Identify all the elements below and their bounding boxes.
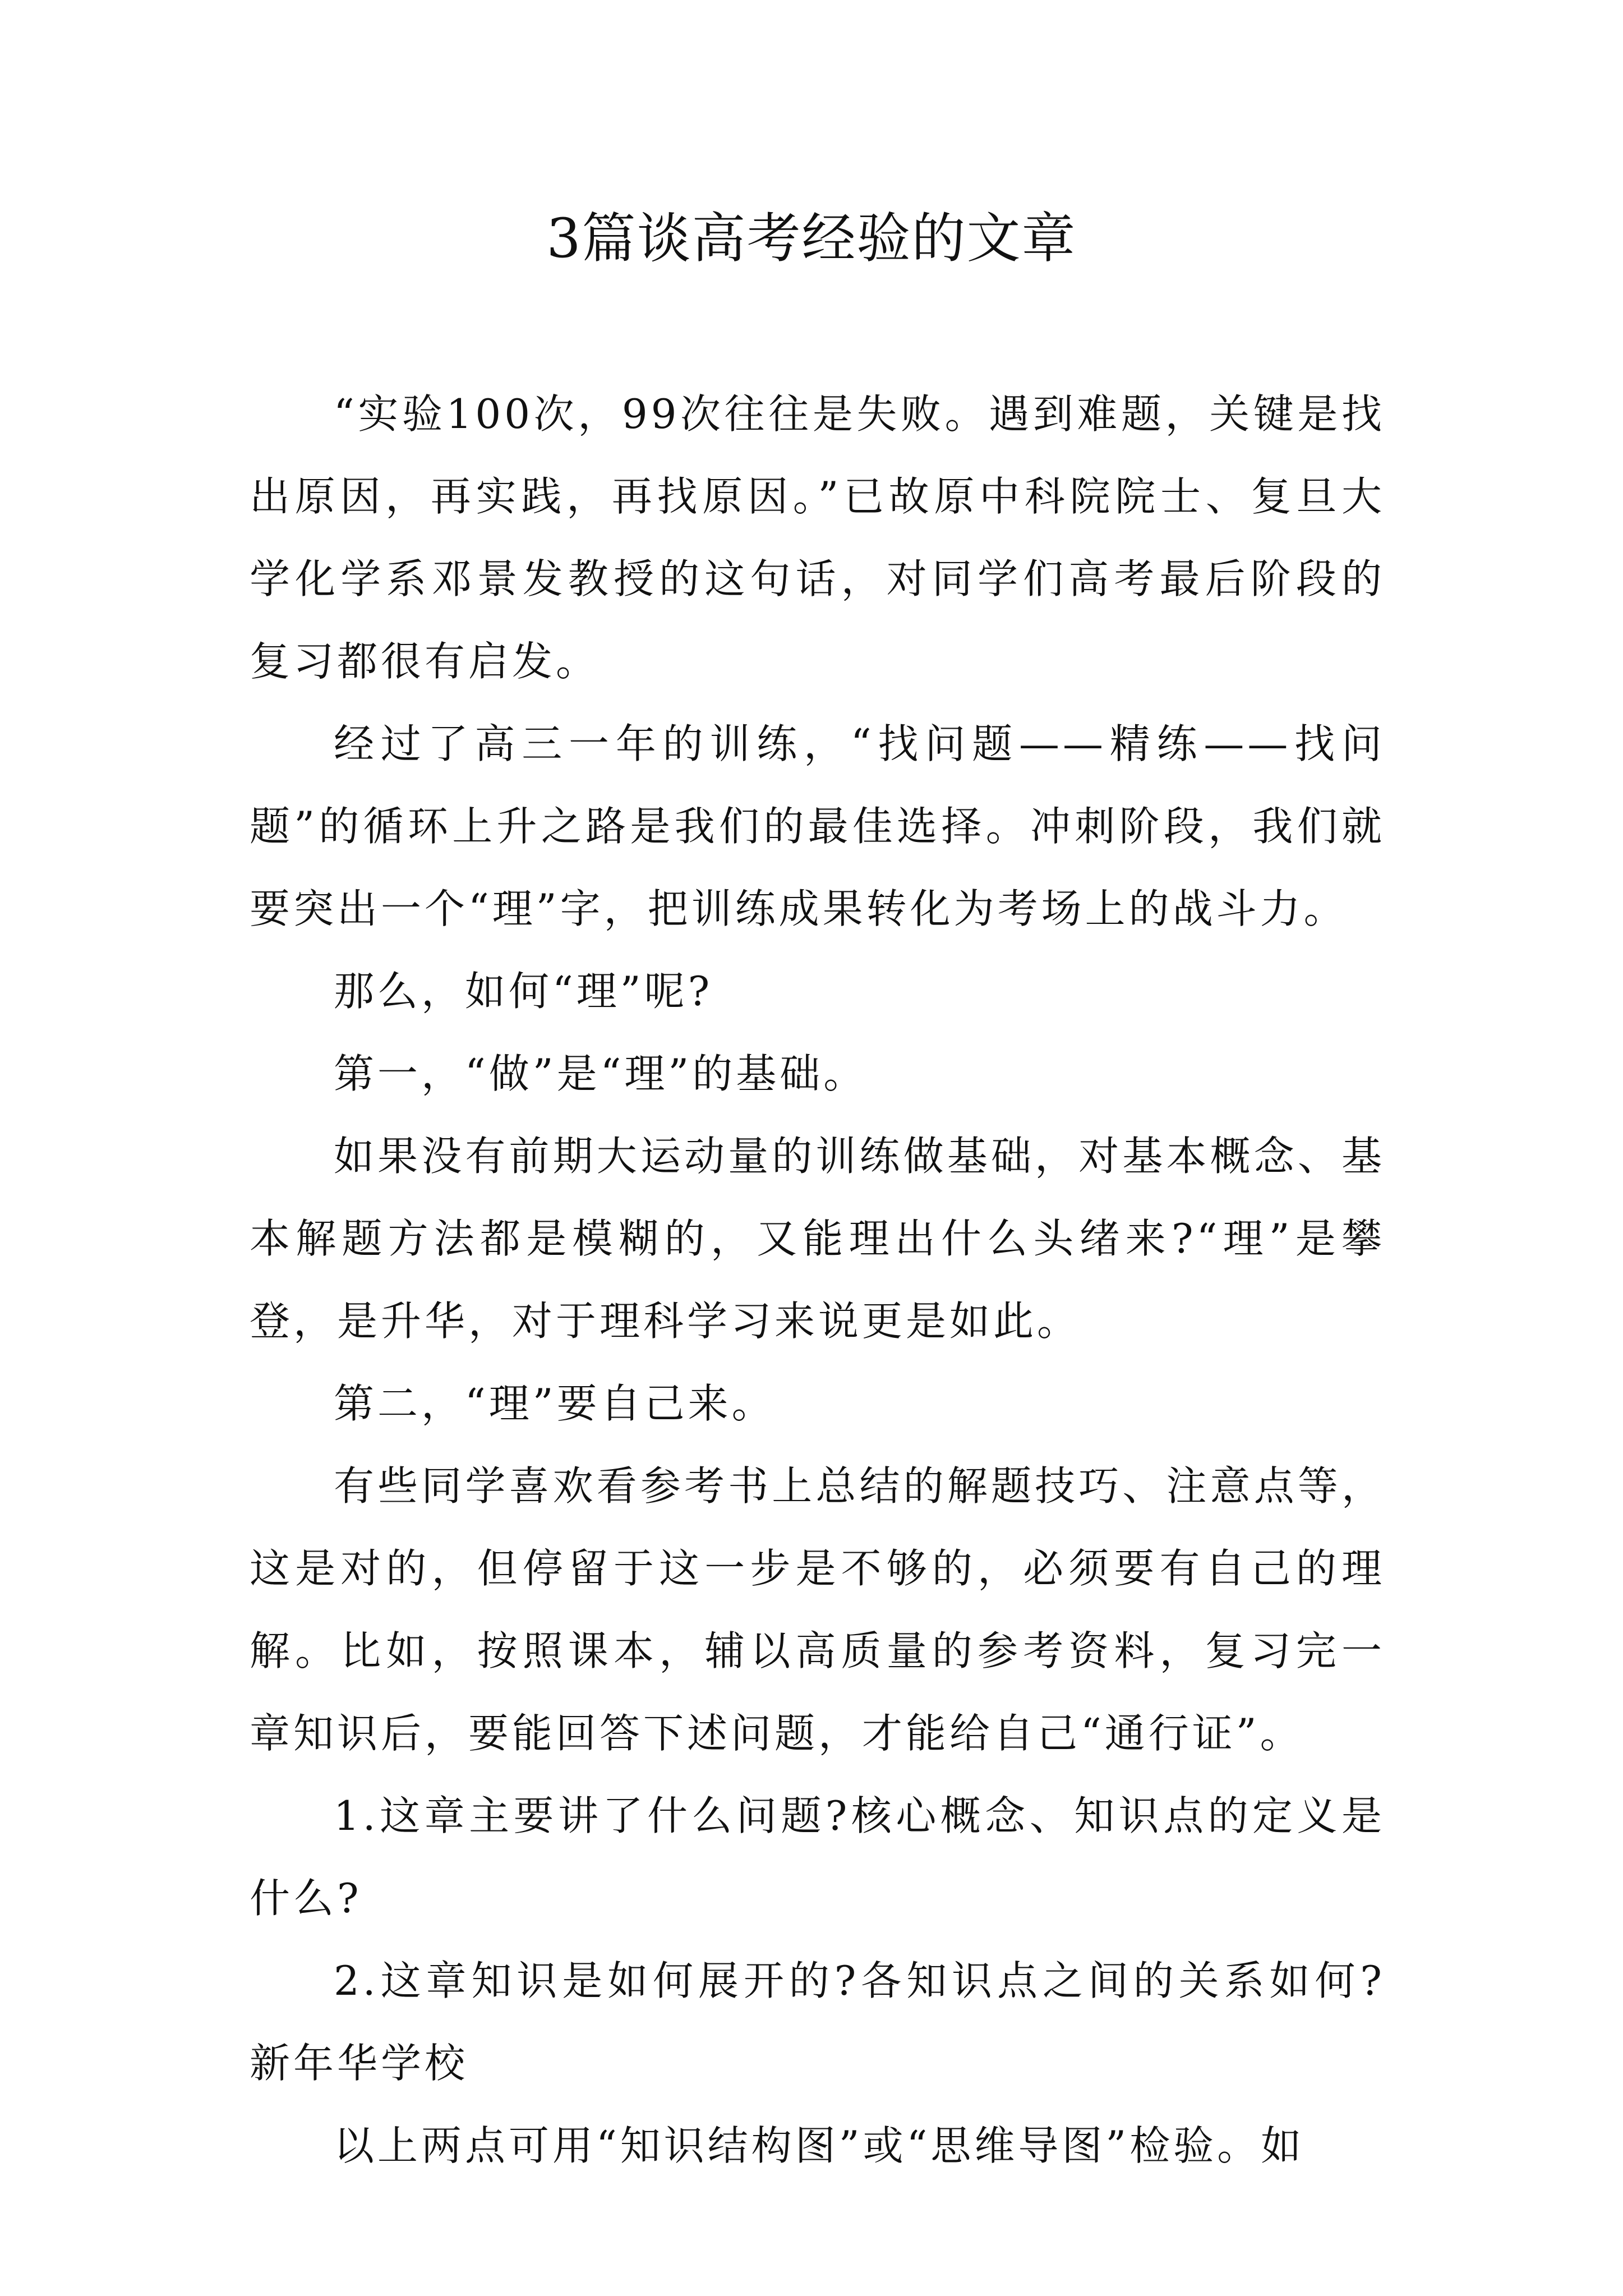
paragraph-point-one-body: 如果没有前期大运动量的训练做基础，对基本概念、基本解题方法都是模糊的，又能理出什么头绪来?“理”是攀登，是升华，对于理科学习来说更是如此。 bbox=[250, 1133, 1385, 1345]
paragraph-point-one-heading: 第一，“做”是“理”的基础。 bbox=[334, 1050, 868, 1097]
paragraph-point-two-heading: 第二，“理”要自己来。 bbox=[334, 1380, 776, 1427]
paragraph-checking-method: 以上两点可用“知识结构图”或“思维导图”检验。如 bbox=[334, 2122, 1305, 2169]
paragraph-how-question: 那么，如何“理”呢? bbox=[334, 968, 713, 1015]
paragraph-question-two: 2.这章知识是如何展开的?各知识点之间的关系如何?新年华学校 bbox=[250, 1957, 1385, 2087]
paragraph-intro-quote: “实验100次，99次往往是失败。遇到难题，关键是找出原因，再实践，再找原因。”已故原中科院院士、复旦大学化学系邓景发教授的这句话，对同学们高考最后阶段的复习都很有启发。 bbox=[250, 390, 1385, 685]
paragraph-point-two-body: 有些同学喜欢看参考书上总结的解题技巧、注意点等，这是对的，但停留于这一步是不够的，必须要有自己的理解。比如，按照课本，辅以高质量的参考资料，复习完一章知识后，要能回答下述问题，才能给自己“通行证”。 bbox=[250, 1462, 1385, 1757]
paragraph-training-cycle: 经过了高三一年的训练，“找问题——精练——找问题”的循环上升之路是我们的最佳选择。冲刺阶段，我们就要突出一个“理”字，把训练成果转化为考场上的战斗力。 bbox=[250, 720, 1385, 932]
document-body bbox=[250, 373, 1385, 2187]
paragraph-question-one: 1.这章主要讲了什么问题?核心概念、知识点的定义是什么? bbox=[250, 1792, 1385, 1922]
document-title: 3篇谈高考经验的文章 bbox=[546, 207, 1077, 270]
